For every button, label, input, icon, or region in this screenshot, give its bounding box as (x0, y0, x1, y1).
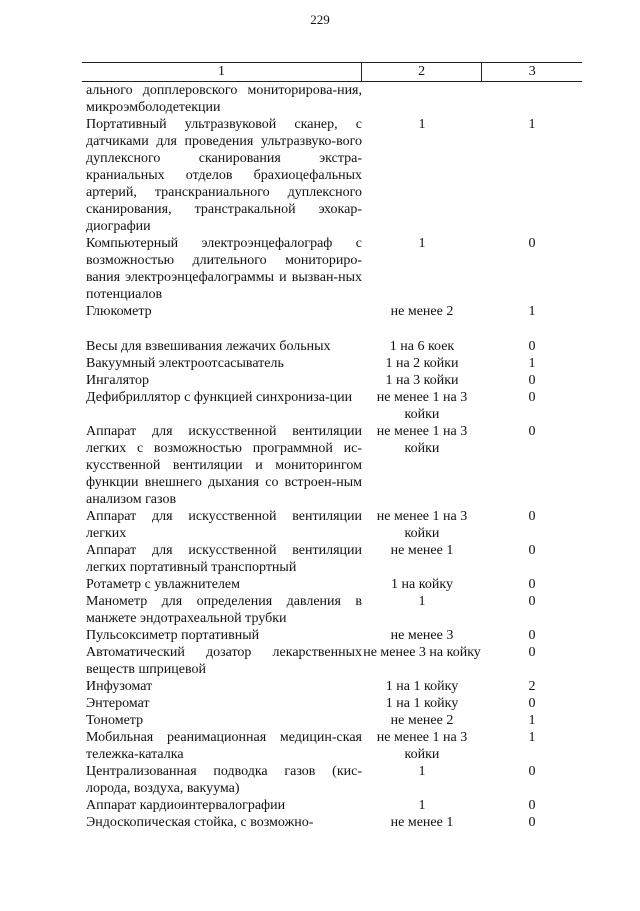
quantity-available: 0 (528, 373, 536, 388)
table-row (82, 542, 582, 576)
equipment-name: Эндоскопическая стойка, с возможно- (86, 815, 314, 830)
quantity-required: 1 (418, 117, 426, 132)
quantity-available: 1 (528, 304, 536, 319)
quantity-required: не менее 2 (390, 713, 454, 728)
quantity-available: 0 (528, 390, 536, 405)
table-row (82, 644, 582, 678)
equipment-name: Дефибриллятор с функцией синхрониза-ции (86, 390, 353, 405)
quantity-required: 1 на 2 койки (385, 356, 459, 371)
quantity-required: не менее 3 на койку (363, 645, 481, 660)
quantity-required (362, 82, 482, 116)
equipment-name: Вакуумный электроотсасыватель (86, 356, 284, 371)
quantity-available: 0 (528, 764, 536, 779)
equipment-name: Ротаметр с увлажнителем (86, 577, 241, 592)
equipment-name: Аппарат для искусственной вентиляции легких портативный транспортный (86, 543, 362, 575)
table-row (82, 797, 582, 814)
quantity-required: 1 (418, 764, 426, 779)
quantity-required: 1 на 1 койку (385, 679, 459, 694)
equipment-name: Аппарат для искусственной вентиляции легких с возможностью программной ис-кусственной вентиляции и мониторингом функции внешнего дыхания со встроен-ным анализом газов (86, 424, 362, 507)
quantity-available: 0 (528, 798, 536, 813)
quantity-available (482, 82, 582, 116)
quantity-required: 1 (418, 594, 426, 609)
quantity-available: 0 (528, 424, 536, 439)
table-row (82, 372, 582, 389)
equipment-table (82, 62, 582, 831)
table-body (82, 82, 582, 831)
table-row (82, 338, 582, 355)
table-row (82, 695, 582, 712)
table-row (82, 814, 582, 831)
equipment-name: ального допплеровского мониторирова-ния, микроэмболодетекции (86, 83, 362, 115)
equipment-name: Инфузомат (86, 679, 153, 694)
equipment-name: Тонометр (86, 713, 144, 728)
quantity-available: 0 (528, 696, 536, 711)
quantity-available: 0 (528, 594, 536, 609)
header-col-3: 3 (528, 64, 536, 79)
table-row (82, 712, 582, 729)
equipment-name: Энтеромат (86, 696, 150, 711)
quantity-required: 1 на 1 койку (385, 696, 459, 711)
quantity-required: не менее 1 на 3 койки (376, 509, 468, 541)
quantity-required: не менее 1 на 3 койки (376, 390, 468, 422)
table-row (82, 627, 582, 644)
equipment-name: Манометр для определения давления в манжете эндотрахеальной трубки (86, 594, 362, 626)
equipment-name: Весы для взвешивания лежачих больных (86, 339, 331, 354)
quantity-available: 1 (528, 356, 536, 371)
table-row (82, 508, 582, 542)
equipment-name: Глюкометр (86, 304, 152, 319)
quantity-available: 0 (528, 339, 536, 354)
quantity-required: 1 (418, 236, 426, 251)
quantity-available: 0 (528, 815, 536, 830)
table-header (82, 62, 582, 82)
equipment-name: Аппарат кардиоинтервалографии (86, 798, 286, 813)
quantity-available: 0 (528, 236, 536, 251)
equipment-name: Портативный ультразвуковой сканер, с датчиками для проведения ультразвуко-вого дуплексного сканирования экстра-краниальных отделов брахиоцефальных артерий, транскраниального дуплексного сканирования, транстракальной эхокар-диографии (86, 117, 362, 234)
quantity-required: 1 на койку (391, 577, 453, 592)
header-col-1: 1 (82, 63, 362, 81)
table-row (82, 116, 582, 235)
table-row (82, 423, 582, 508)
quantity-available: 0 (528, 543, 536, 558)
quantity-available: 2 (528, 679, 536, 694)
page-number: 229 (310, 12, 330, 27)
quantity-available: 1 (528, 713, 536, 728)
quantity-available: 0 (528, 628, 536, 643)
table-row (82, 303, 582, 320)
table-row (82, 389, 582, 423)
quantity-required: не менее 3 (390, 628, 454, 643)
quantity-required: 1 на 6 коек (389, 339, 455, 354)
equipment-name: Мобильная реанимационная медицин-ская тележка-каталка (86, 730, 362, 762)
equipment-name: Автоматический дозатор лекарственных веществ шприцевой (86, 645, 362, 677)
table-row (82, 763, 582, 797)
quantity-available: 1 (528, 117, 536, 132)
quantity-required: 1 (418, 798, 426, 813)
equipment-name: Пульсоксиметр портативный (86, 628, 260, 643)
table-row (82, 576, 582, 593)
header-col-2: 2 (362, 63, 483, 81)
quantity-available: 1 (528, 730, 536, 745)
table-row (82, 355, 582, 372)
table-row (82, 729, 582, 763)
quantity-required: не менее 1 на 3 койки (376, 424, 468, 456)
quantity-required: не менее 2 (390, 304, 454, 319)
quantity-available: 0 (528, 645, 536, 660)
table-row (82, 82, 582, 116)
quantity-required: не менее 1 (390, 815, 454, 830)
equipment-name: Аппарат для искусственной вентиляции легких (86, 509, 362, 541)
table-row (82, 678, 582, 695)
table-row (82, 235, 582, 303)
quantity-available: 0 (528, 509, 536, 524)
equipment-name: Централизованная подводка газов (кис-лорода, воздуха, вакуума) (86, 764, 362, 796)
equipment-name: Ингалятор (86, 373, 150, 388)
quantity-required: 1 на 3 койки (385, 373, 459, 388)
quantity-required: не менее 1 (390, 543, 454, 558)
quantity-available: 0 (528, 577, 536, 592)
quantity-required: не менее 1 на 3 койки (376, 730, 468, 762)
equipment-name: Компьютерный электроэнцефалограф с возможностью длительного мониториро-вания электроэнцефалограммы и вызван-ных потенциалов (86, 236, 362, 302)
table-row (82, 593, 582, 627)
row-spacer (82, 320, 582, 338)
